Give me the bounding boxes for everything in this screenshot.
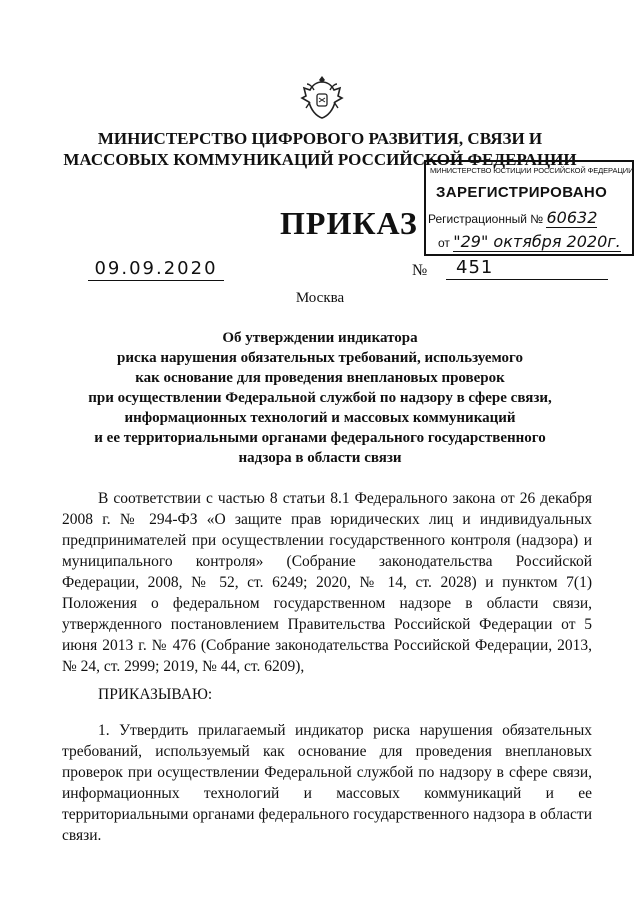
order-item-1: 1. Утвердить прилагаемый индикатор риска нарушения обязательных требований, используемый как основание для проведения внеплановых проверок при осуществлении Федеральной службой по надзору в сфере связи, информационных технологий и массовых коммуникаций и ее территориальными органами федерального государственного надзора в области связи. [62, 722, 592, 844]
order-word: ПРИКАЗЫВАЮ: [98, 686, 213, 703]
stamp-reg-label: Регистрационный № [428, 212, 544, 226]
order-items [62, 720, 592, 846]
stamp-registered: ЗАРЕГИСТРИРОВАНО [436, 184, 608, 201]
subject-line: как основание для проведения внеплановых проверок [135, 370, 505, 386]
subject-line: Об утверждении индикатора [222, 330, 418, 346]
preamble [62, 488, 592, 677]
preamble-text: В соответствии с частью 8 статьи 8.1 Федерального закона от 26 декабря 2008 г. № 294-ФЗ «О защите прав юридических лиц и индивидуальных предпринимателей при осуществлении государственного контроля (надзора) и муниципального контроля» (Собрание законодательства Российской Федерации, 2008, № 52, ст. 6249; 2020, № 14, ст. 2028) и пунктом 7(1) Положения о федеральном государственном надзоре в области связи, утвержденного постановлением Правительства Российской Федерации от 5 июня 2013 г. № 476 (Собрание законодательства Российской Федерации, 2013, № 24, ст. 2999; 2019, № 44, ст. 6209), [62, 490, 592, 675]
stamp-date-value: "29" октября 2020г. [453, 232, 621, 251]
order-subject [70, 328, 570, 468]
subject-line: информационных технологий и массовых коммуникаций [124, 410, 516, 426]
subject-line: при осуществлении Федеральной службой по надзору в сфере связи, [88, 390, 552, 406]
ministry-line-2: МАССОВЫХ КОММУНИКАЦИЙ РОССИЙСКОЙ ФЕДЕРАЦИИ [63, 150, 577, 169]
stamp-date-line [438, 232, 621, 252]
subject-line: риска нарушения обязательных требований, используемого [117, 350, 523, 366]
stamp-authority: МИНИСТЕРСТВО ЮСТИЦИИ РОССИЙСКОЙ ФЕДЕРАЦИИ [430, 166, 634, 175]
number-sign: № [412, 262, 428, 279]
document-type: ПРИКАЗ [280, 205, 418, 241]
ministry-line-1: МИНИСТЕРСТВО ЦИФРОВОГО РАЗВИТИЯ, СВЯЗИ И [97, 129, 543, 148]
stamp-reg-number: 60632 [546, 208, 598, 227]
city: Москва [295, 290, 345, 306]
order-number: 451 [446, 257, 608, 280]
stamp-reg-line [428, 208, 597, 228]
subject-line: надзора в области связи [238, 450, 402, 466]
stamp-date-prefix: от [438, 236, 450, 250]
order-date: 09.09.2020 [88, 258, 224, 281]
coat-of-arms-icon [300, 72, 344, 122]
registration-stamp [424, 160, 634, 256]
subject-line: и ее территориальными органами федерального государственного [94, 430, 546, 446]
